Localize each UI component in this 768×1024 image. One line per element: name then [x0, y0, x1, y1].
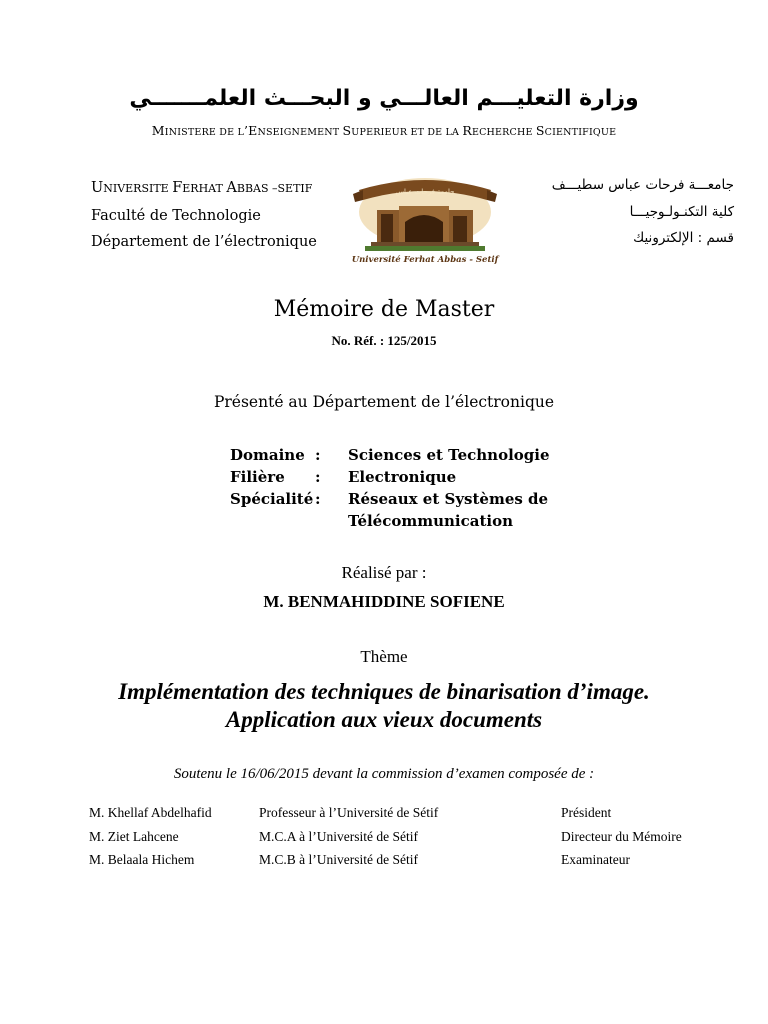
author-name: M. BENMAHIDDINE SOFIENE [263, 592, 505, 611]
theme-title-line: Application aux vieux documents [225, 707, 543, 732]
institution-arabic [552, 172, 734, 252]
presented-to: Présenté au Département de l’électronique [213, 393, 555, 411]
department-name-arabic: قسم : الإلكترونيك [633, 230, 734, 246]
jury-member-title: Professeur à l’Université de Sétif [259, 805, 439, 820]
jury-list [89, 801, 761, 872]
svg-text:Université Ferhat Abbas - Seti: Université Ferhat Abbas - Setif [351, 255, 499, 265]
jury-member-role: Directeur du Mémoire [561, 828, 682, 844]
field-key: Filière [230, 468, 285, 486]
theme-title [0, 678, 768, 734]
svg-text:جامعة فرحات عباس: جامعة فرحات عباس [395, 188, 455, 196]
field-separator: : [315, 446, 321, 464]
field-separator: : [315, 468, 321, 486]
field-key: Domaine [230, 446, 305, 464]
fields-table [230, 444, 588, 532]
field-key: Spécialité [230, 490, 314, 508]
field-row [230, 444, 588, 466]
field-value: Télécommunication [348, 512, 514, 530]
ministry-title-french: MINISTERE DE L’ENSEIGNEMENT SUPERIEUR ET DE LA RECHERCHE SCIENTIFIQUE [151, 123, 617, 138]
faculty-name-french: Faculté de Technologie [91, 207, 261, 224]
field-value: Electronique [348, 468, 457, 486]
field-row [230, 510, 588, 532]
author-label: Réalisé par : [341, 563, 427, 582]
institution-french [91, 175, 317, 256]
jury-row [89, 801, 761, 825]
jury-row [89, 848, 761, 872]
field-row [230, 488, 588, 510]
document-title: Mémoire de Master [273, 297, 495, 322]
jury-member-name: M. Ziet Lahcene [89, 828, 179, 844]
ministry-title-arabic: وزارة التعليـــم العالـــي و البحـــث العلمـــــــي [129, 86, 639, 111]
jury-member-title: M.C.A à l’Université de Sétif [259, 828, 418, 844]
field-separator [315, 510, 348, 532]
field-value: Sciences et Technologie [348, 446, 550, 464]
jury-member-name: M. Khellaf Abdelhafid [89, 805, 212, 820]
jury-member-role: Président [561, 805, 612, 820]
jury-member-title: M.C.B à l’Université de Sétif [259, 852, 418, 867]
department-name-french: Département de l’électronique [91, 234, 317, 250]
faculty-name-arabic: كلية التكنـولـوجيـــا [629, 203, 734, 220]
jury-row [89, 825, 761, 849]
theme-label: Thème [360, 647, 408, 666]
field-row [230, 466, 588, 488]
reference-number: No. Réf. : 125/2015 [331, 333, 437, 348]
jury-member-name: M. Belaala Hichem [89, 852, 195, 867]
theme-title-line: Implémentation des techniques de binarisation d’image. [118, 679, 650, 704]
jury-member-role: Examinateur [561, 852, 630, 867]
field-value: Réseaux et Systèmes de [348, 490, 549, 508]
university-name-french: UNIVERSITE FERHAT ABBAS –SETIF [91, 180, 313, 196]
university-logo [341, 168, 507, 266]
field-key [230, 510, 315, 532]
defense-statement: Soutenu le 16/06/2015 devant la commission d’examen composée de : [173, 766, 595, 782]
field-separator: : [315, 490, 321, 508]
university-name-arabic: جامعـــة فرحات عباس سطيـــف [551, 177, 734, 193]
